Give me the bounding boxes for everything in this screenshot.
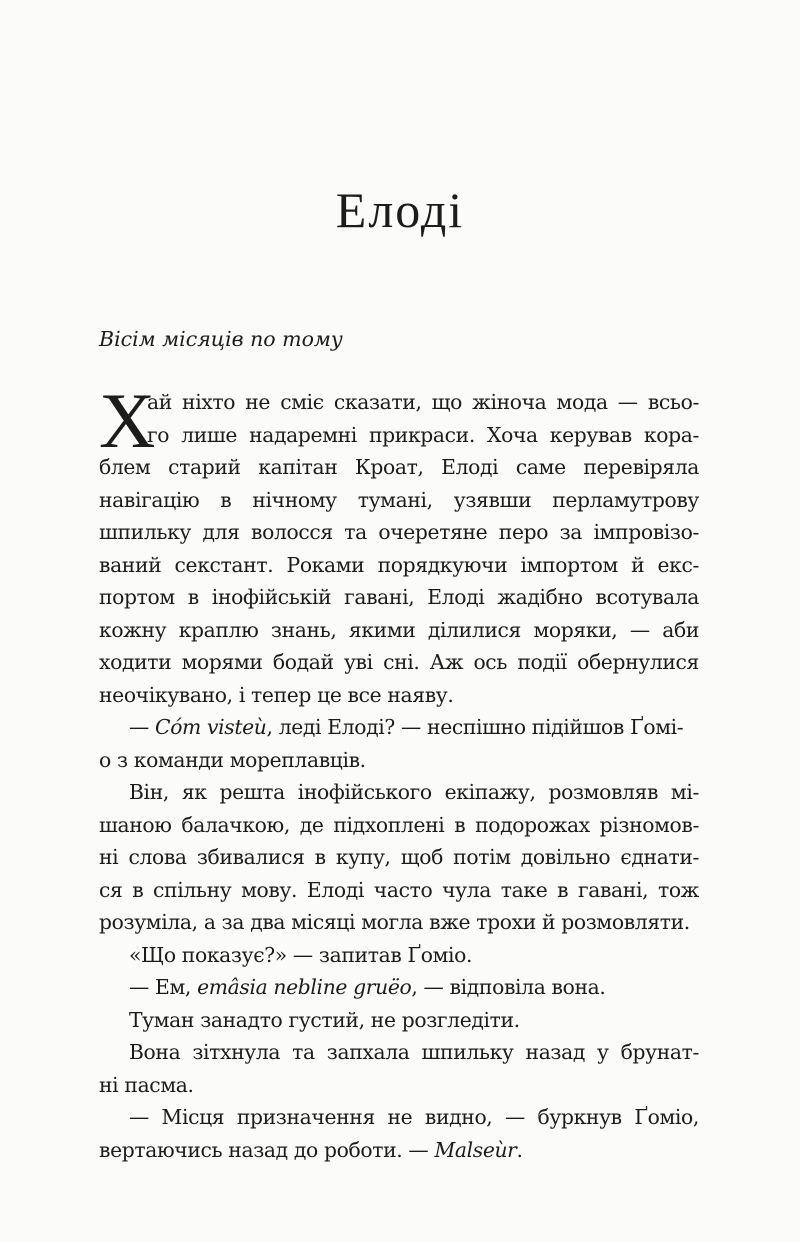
text-line-19-rest: , — відповіла вона. xyxy=(411,975,606,999)
chapter-title: Елоді xyxy=(335,182,465,238)
text-line-9: ходити морями бодай уві сні. Аж ось події обернулися xyxy=(99,650,699,674)
text-line-14: шаною балачкою, де підхоплені в подорожах різномов- xyxy=(99,812,699,837)
text-line-22: ні пасма. xyxy=(99,1072,194,1097)
text-line-7: портом в інофійській гавані, Елоді жадібно всотувала xyxy=(99,585,699,609)
text-line-16: ся в спільну мову. Елоді часто чула таке в гавані, тож xyxy=(99,877,699,902)
text-line-4: навігацію в нічному тумані, узявши перламутрову xyxy=(99,487,699,512)
text-line-18: «Що показує?» — запитав Ґоміо. xyxy=(129,942,473,967)
text-line-8: кожну краплю знань, якими ділилися моряки, — аби xyxy=(99,617,699,642)
text-line-11-rest: , леді Елоді? — неспішно підійшов Ґомі- xyxy=(266,715,684,739)
text-line-24-start: вертаючись назад до роботи. — xyxy=(99,1137,435,1162)
text-line-12: о з команди мореплавців. xyxy=(99,747,366,772)
drop-cap: Х xyxy=(99,377,155,464)
text-line-21: Вона зітхнула та запхала шпильку назад у брунат- xyxy=(129,1040,699,1064)
text-line-17: розуміла, а за два місяці могла вже трохи й розмовляти. xyxy=(99,910,690,934)
text-line-24 xyxy=(99,1134,699,1167)
text-line-6: ваний секстант. Роками порядкуючи імпортом й екс- xyxy=(99,552,699,577)
foreign-phrase: Cóm visteù xyxy=(155,715,267,739)
text-line-5: шпильку для волосся та очеретяне перо за імпровізо- xyxy=(99,520,699,544)
text-line-19-start: — Ем, xyxy=(129,975,198,999)
dialogue-dash: — xyxy=(129,715,156,739)
text-line-15: ні слова збивалися в купу, щоб потім довільно єднати- xyxy=(99,845,699,869)
text-line-1: ай ніхто не сміє сказати, що жіноча мода — всьо- xyxy=(147,390,699,414)
chapter-subtitle: Вісім місяців по тому xyxy=(99,327,343,351)
text-line-19 xyxy=(99,971,699,1004)
foreign-phrase: emâsia nebline gruëo xyxy=(197,975,412,999)
text-line-10: неочікувано, і тепер це все наяву. xyxy=(99,682,454,707)
chapter-body xyxy=(99,377,699,1166)
text-line-3: блем старий капітан Кроат, Елоді саме перевіряла xyxy=(99,455,699,479)
text-line-13: Він, як решта інофійського екіпажу, розмовляв мі- xyxy=(129,780,699,804)
text-line-24-end: . xyxy=(516,1137,523,1162)
foreign-phrase: Malseùr xyxy=(434,1137,517,1162)
text-line-11 xyxy=(99,711,699,744)
text-line-2: го лише надаремні прикраси. Хоча керував кора- xyxy=(147,422,699,447)
text-line-20: Туман занадто густий, не розгледіти. xyxy=(129,1007,520,1032)
text-line-23: — Місця призначення не видно, — буркнув Ґоміо, xyxy=(129,1105,699,1129)
